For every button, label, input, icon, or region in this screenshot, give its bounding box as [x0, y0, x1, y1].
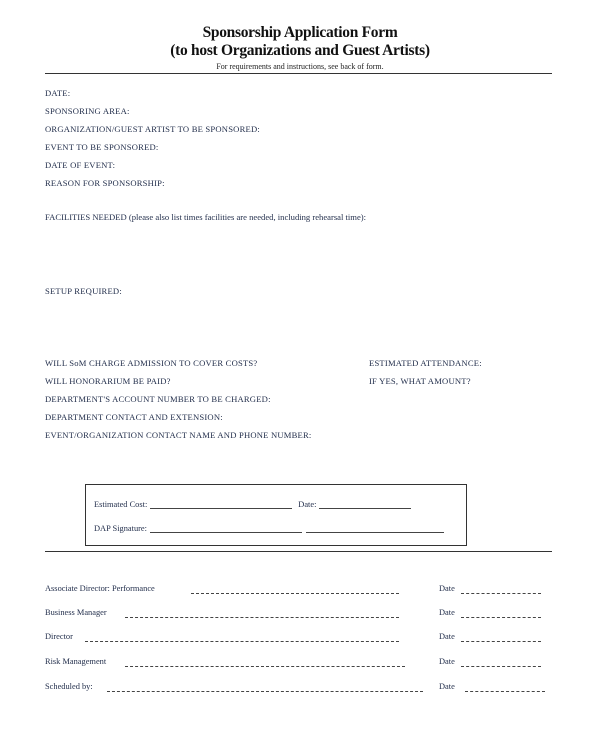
date-field-label[interactable]: DATE: — [45, 88, 71, 98]
signature-role-label: Associate Director: Performance — [45, 584, 155, 593]
date-of-event-field-label[interactable]: DATE OF EVENT: — [45, 160, 116, 170]
signature-line[interactable] — [191, 593, 399, 594]
signature-date-label: Date — [439, 632, 455, 641]
signature-line[interactable] — [125, 617, 399, 618]
signature-role-label: Business Manager — [45, 608, 107, 617]
signature-role-label: Scheduled by: — [45, 682, 93, 691]
dap-signature-input-line[interactable] — [150, 523, 302, 533]
signature-role-label: Risk Management — [45, 657, 107, 666]
estimated-cost-input-line[interactable] — [150, 499, 292, 509]
signature-row-director — [45, 632, 545, 644]
signature-role-label: Director — [45, 632, 73, 641]
account-number-field-label[interactable]: DEPARTMENT'S ACCOUNT NUMBER TO BE CHARGED: — [45, 394, 271, 404]
facilities-field-label[interactable]: FACILITIES NEEDED (please also list times facilities are needed, including rehearsal time): — [45, 212, 367, 222]
signature-row-business-manager — [45, 608, 545, 620]
signature-date-line[interactable] — [461, 666, 541, 667]
form-title: Sponsorship Application Form — [202, 24, 398, 41]
estimated-cost-row — [94, 499, 411, 509]
signature-section-divider — [45, 551, 552, 552]
dap-signature-label: DAP Signature: — [94, 524, 147, 533]
signature-line[interactable] — [125, 666, 405, 667]
signature-row-scheduled-by — [45, 682, 545, 694]
office-date-label: Date: — [298, 500, 317, 509]
reason-field-label[interactable]: REASON FOR SPONSORSHIP: — [45, 178, 165, 188]
honorarium-field-label[interactable]: WILL HONORARIUM BE PAID? — [45, 376, 171, 386]
signature-line[interactable] — [85, 641, 399, 642]
dap-signature-row — [94, 523, 444, 533]
signature-date-line[interactable] — [461, 593, 541, 594]
estimated-attendance-field-label[interactable]: ESTIMATED ATTENDANCE: — [369, 358, 482, 368]
setup-field-label[interactable]: SETUP REQUIRED: — [45, 286, 122, 296]
header-divider — [45, 73, 552, 74]
signature-date-label: Date — [439, 682, 455, 691]
form-subtitle-heading: (to host Organizations and Guest Artists) — [170, 42, 430, 59]
event-contact-field-label[interactable]: EVENT/ORGANIZATION CONTACT NAME AND PHONE NUMBER: — [45, 430, 312, 440]
dap-signature-second-line[interactable] — [306, 523, 444, 533]
signature-date-line[interactable] — [465, 691, 545, 692]
honorarium-amount-field-label[interactable]: IF YES, WHAT AMOUNT? — [369, 376, 471, 386]
charge-admission-field-label[interactable]: WILL SoM CHARGE ADMISSION TO COVER COSTS? — [45, 358, 258, 368]
event-field-label[interactable]: EVENT TO BE SPONSORED: — [45, 142, 159, 152]
organization-field-label[interactable]: ORGANIZATION/GUEST ARTIST TO BE SPONSORED: — [45, 124, 260, 134]
signature-date-label: Date — [439, 657, 455, 666]
signature-row-associate-director — [45, 584, 545, 596]
signature-row-risk-management — [45, 657, 545, 669]
form-instructions-note: For requirements and instructions, see back of form. — [216, 62, 384, 71]
office-date-input-line[interactable] — [319, 499, 411, 509]
department-contact-field-label[interactable]: DEPARTMENT CONTACT AND EXTENSION: — [45, 412, 223, 422]
sponsoring-area-field-label[interactable]: SPONSORING AREA: — [45, 106, 130, 116]
signature-date-label: Date — [439, 584, 455, 593]
office-use-box — [85, 484, 467, 546]
signature-date-label: Date — [439, 608, 455, 617]
signature-date-line[interactable] — [461, 617, 541, 618]
signature-date-line[interactable] — [461, 641, 541, 642]
estimated-cost-label: Estimated Cost: — [94, 500, 148, 509]
signature-line[interactable] — [107, 691, 423, 692]
